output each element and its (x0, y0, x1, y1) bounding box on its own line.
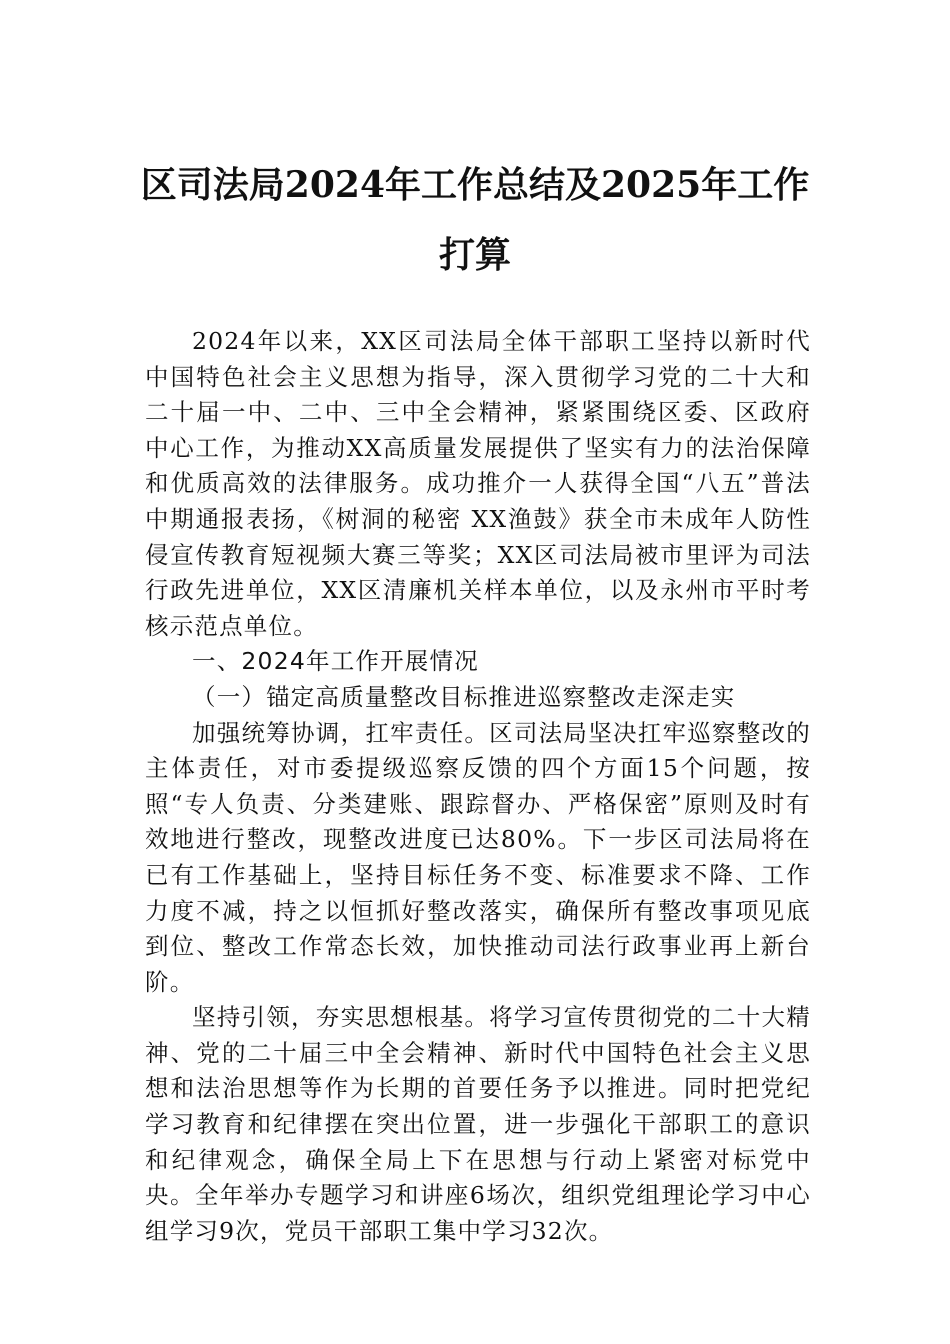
subsection-heading: （一）锚定高质量整改目标推进巡察整改走深走实 (192, 682, 736, 711)
document-title: 区司法局2024年工作总结及2025年工作打算 (140, 164, 810, 276)
section-heading: 一、2024年工作开展情况 (192, 647, 479, 676)
body-paragraph-1: 加强统筹协调，扛牢责任。区司法局坚决扛牢巡察整改的主体责任，对市委提级巡察反馈的四个方面15个问题，按照“专人负责、分类建账、跟踪督办、严格保密”原则及时有效地进行整改，现整改进度已达80%。下一步区司法局将在已有工作基础上，坚持目标任务不变、标准要求不降、工作力度不减，持之以恒抓好整改落实，确保所有整改事项见底到位、整改工作常态长效，加快推动司法行政事业再上新台阶。 (145, 718, 811, 996)
intro-paragraph: 2024年以来，XX区司法局全体干部职工坚持以新时代中国特色社会主义思想为指导，深入贯彻学习党的二十大和二十届一中、二中、三中全会精神，紧紧围绕区委、区政府中心工作，为推动XX高质量发展提供了坚实有力的法治保障和优质高效的法律服务。成功推介一人获得全国“八五”普法中期通报表扬，《树洞的秘密 XX渔鼓》获全市未成年人防性侵宣传教育短视频大赛三等奖；XX区司法局被市里评为司法行政先进单位，XX区清廉机关样本单位，以及永州市平时考核示范点单位。 (145, 327, 811, 640)
body-paragraph-2: 坚持引领，夯实思想根基。将学习宣传贯彻党的二十大精神、党的二十届三中全会精神、新时代中国特色社会主义思想和法治思想等作为长期的首要任务予以推进。同时把党纪学习教育和纪律摆在突出位置，进一步强化干部职工的意识和纪律观念，确保全局上下在思想与行动上紧密对标党中央。全年举办专题学习和讲座6场次，组织党组理论学习中心组学习9次，党员干部职工集中学习32次。 (145, 1003, 811, 1245)
document-body (145, 324, 811, 1249)
